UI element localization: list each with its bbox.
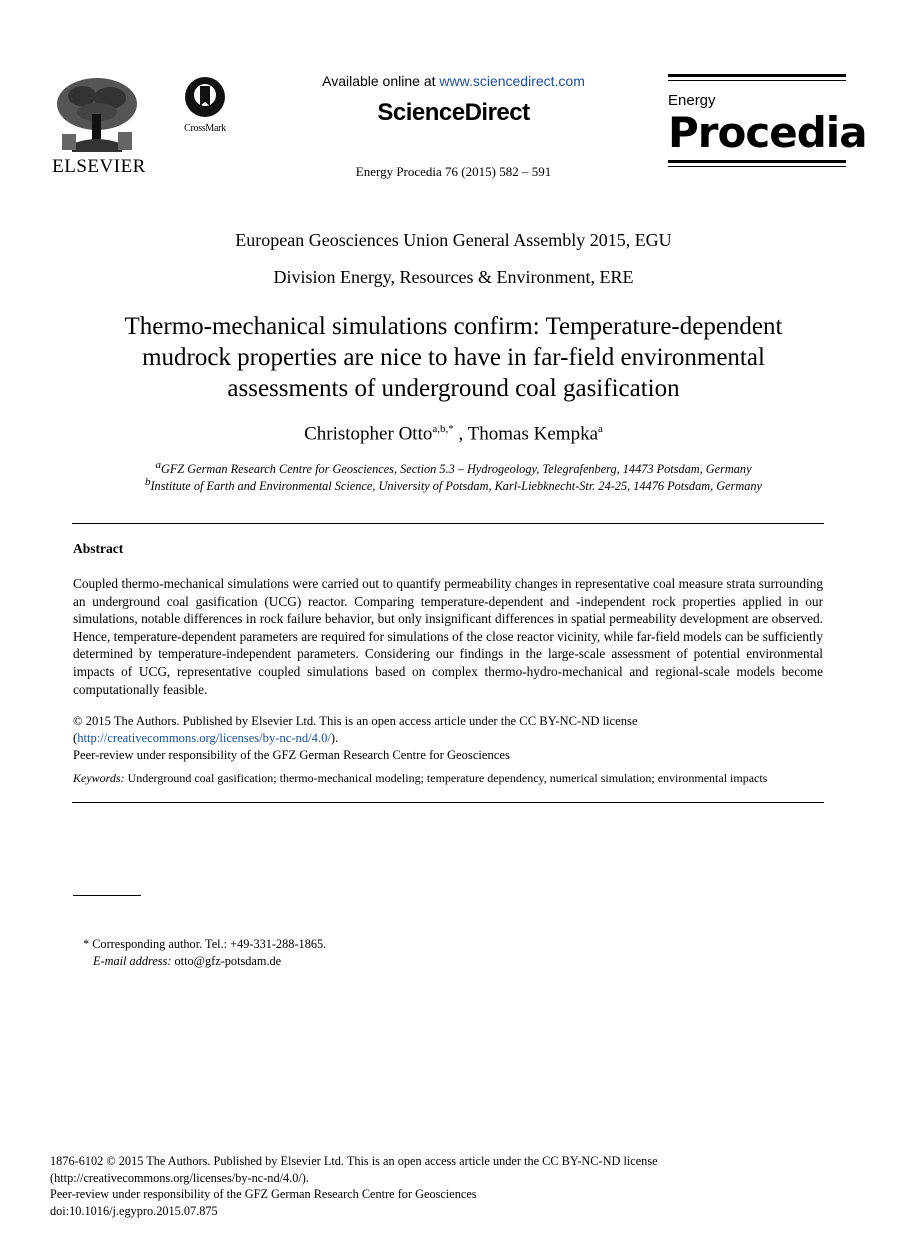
keywords [73,771,833,786]
email-line [83,953,326,970]
journal-logo-energy: Energy [668,92,716,109]
sciencedirect-link[interactable]: www.sciencedirect.com [439,73,585,89]
author-list: Christopher Otto$^{a,b,*}$ , Thomas Kempka$^a$ [304,423,603,445]
license-link[interactable]: http://creativecommons.org/licenses/by-nc-nd/4.0/ [77,731,331,746]
title-line: Thermo-mechanical simulations confirm: Temperature-dependent [124,313,783,340]
affiliation-mark: a [155,459,161,471]
license-text: © 2015 The Authors. Published by Elsevier Ltd. This is an open access article under the CC BY-NC-ND license [73,714,638,728]
available-prefix: Available online at [322,73,440,89]
divider [72,802,824,803]
keywords-text: Underground coal gasification; thermo-mechanical modeling; temperature dependency, numerical simulation; environmental impacts [124,771,768,785]
affiliation [0,476,907,494]
abstract-body: Coupled thermo-mechanical simulations were carried out to quantify permeability changes in representative coal measure strata surrounding an underground coal gasification (UCG) reactor. Comparing temperature-dependent and -independent rock properties applied in our simulations, notable differences in rock failure behavior, but only insignificant differences in spatial permeability development are observed. Hence, temperature-dependent parameters are required for simulations of the close reactor vicinity, while far-field models can be sufficiently determined by temperature-independent parameters. Considering our findings in the large-scale assessment of potential environmental impacts of UCG, representative coupled simulations based on complex thermo-hydro-mechanical and regional-scale models become computationally feasible. [73,576,823,697]
crossmark-label: CrossMark [184,123,226,134]
license-block [73,713,833,765]
affiliation-text: Institute of Earth and Environmental Science, University of Potsdam, Karl-Liebknecht-Str. 24-25, 14476 Potsdam, Germany [150,479,763,494]
abstract-heading: Abstract [73,541,124,556]
email-address[interactable]: otto@gfz-potsdam.de [171,954,282,968]
logo-rule [668,166,846,167]
affiliation [0,459,907,477]
affiliation-text: GFZ German Research Centre for Geosciences, Section 5.3 – Hydrogeology, Telegrafenberg, 14473 Potsdam, Germany [160,462,752,477]
license-url-line [73,730,833,747]
footer-doi[interactable]: doi:10.1016/j.egypro.2015.07.875 [50,1203,218,1218]
footnote [83,936,326,970]
logo-rule [668,80,846,81]
journal-logo-procedia: Procedia [668,108,867,157]
author-affiliation-mark: a,b,* [432,423,454,435]
footer-peer-review: Peer-review under responsibility of the GFZ German Research Centre for Geosciences [50,1187,477,1201]
footnote-rule [73,895,141,896]
paper-title [0,311,907,404]
email-label: E-mail address: [93,954,172,968]
affiliation-mark: b [144,476,151,488]
author-affiliation-mark: a [598,423,603,435]
page-footer [50,1153,850,1219]
conference-division: Division Energy, Resources & Environment, ERE [273,267,634,287]
logo-rule [668,160,846,163]
peer-review-text: Peer-review under responsibility of the GFZ German Research Centre for Geosciences [73,748,510,763]
keywords-label: Keywords: [73,771,125,785]
conference-name: European Geosciences Union General Assembly 2015, EGU [235,230,672,250]
footer-license: 1876-6102 © 2015 The Authors. Published by Elsevier Ltd. This is an open access article under the CC BY-NC-ND license [50,1154,658,1168]
paren-close: ). [330,731,339,746]
journal-reference: Energy Procedia 76 (2015) 582 – 591 [355,164,552,179]
journal-logo [668,74,867,167]
footer-license-url[interactable]: (http://creativecommons.org/licenses/by-nc-nd/4.0/). [50,1170,309,1185]
title-line: mudrock properties are nice to have in far-field environmental [142,344,765,371]
divider [72,523,824,524]
paren-open: ( [73,731,78,746]
author-name: Thomas Kempka [467,423,598,445]
author-name: Christopher Otto [304,423,433,445]
logo-rule [668,74,846,77]
sciencedirect-brand: ScienceDirect [377,99,530,126]
title-line: assessments of underground coal gasification [227,375,680,402]
publisher-name: ELSEVIER [52,156,146,177]
corresponding-author: * Corresponding author. Tel.: +49-331-288-1865. [83,937,327,951]
